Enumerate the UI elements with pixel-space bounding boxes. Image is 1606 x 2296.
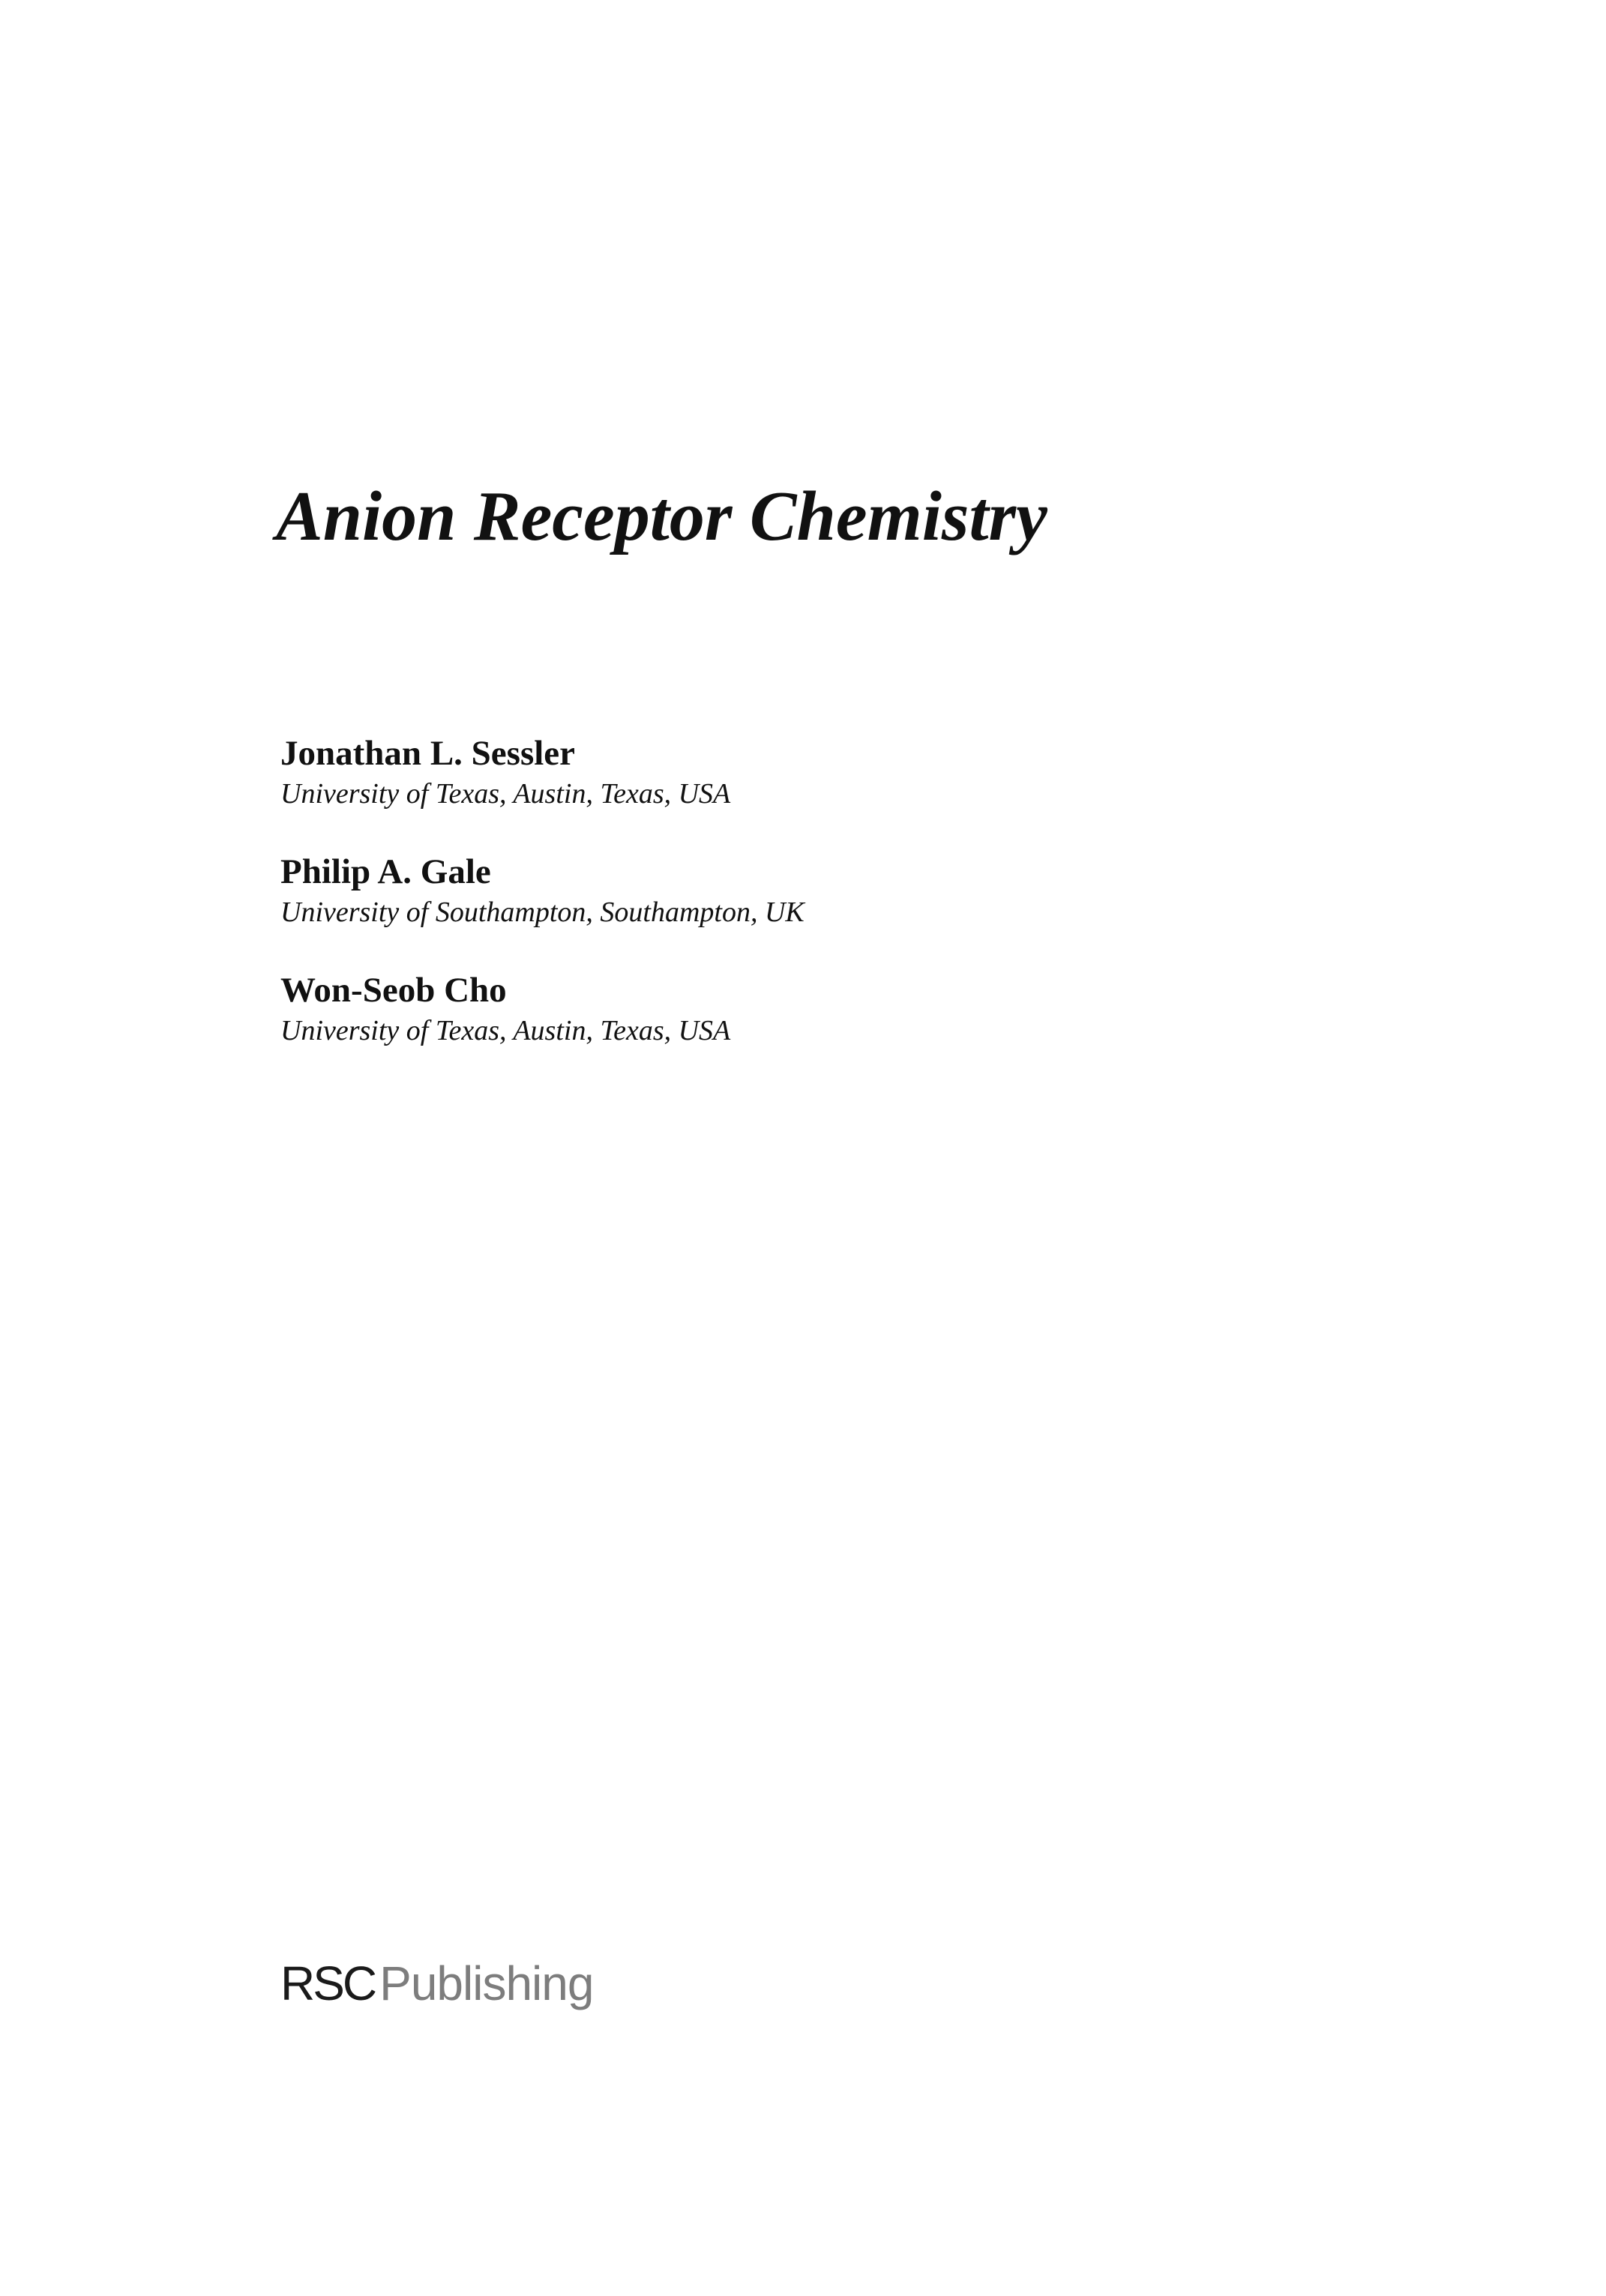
author-entry: [280, 850, 1480, 931]
author-affiliation: University of Texas, Austin, Texas, USA: [280, 1015, 731, 1046]
author-list: [280, 732, 1480, 1087]
author-entry: [280, 732, 1480, 813]
author-name: Won-Seob Cho: [280, 971, 507, 1010]
author-entry: [280, 968, 1480, 1049]
publisher-logo-rsc: RSC: [280, 1956, 376, 2010]
book-title: Anion Receptor Chemistry: [276, 477, 1047, 555]
author-affiliation: University of Southampton, Southampton, UK: [280, 897, 804, 928]
author-name: Jonathan L. Sessler: [280, 734, 576, 773]
author-name: Philip A. Gale: [280, 852, 491, 891]
publisher-logo: [280, 1956, 594, 2010]
publisher-logo-publishing: Publishing: [379, 1956, 594, 2010]
author-affiliation: University of Texas, Austin, Texas, USA: [280, 778, 731, 810]
